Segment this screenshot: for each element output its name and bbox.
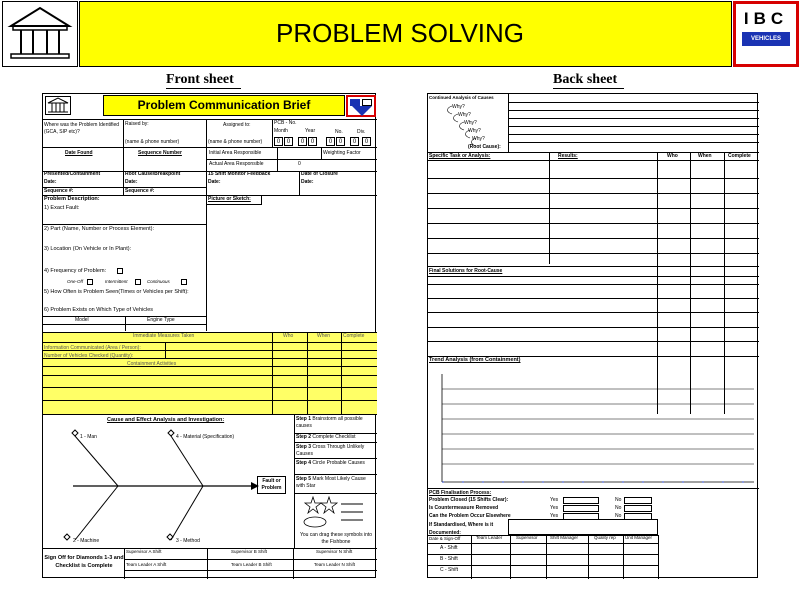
- root-cause-date-label: Date:: [125, 179, 138, 185]
- house-logo-icon: [2, 1, 78, 67]
- containment-sequence-label: Sequence #:: [44, 188, 74, 194]
- form-house-icon: [45, 96, 71, 115]
- info-communicated-label: Information Communicated (Area / Person):: [44, 345, 141, 351]
- vehicles-checked-label: Number of Vehicles Checked (Quantity):: [44, 353, 134, 359]
- shift-monitor-label: 15 Shift Monitor Feedback: [208, 171, 271, 177]
- fishbone-material-label: 4 - Material (Specification): [176, 434, 235, 440]
- pcb-year-label: Year: [305, 128, 316, 134]
- trend-chart: [428, 366, 759, 488]
- elsewhere-yes-label: Yes: [550, 513, 559, 519]
- countermeasure-no-checkbox[interactable]: [624, 505, 652, 512]
- why-1: Why?: [452, 104, 465, 110]
- why-3: Why?: [464, 120, 477, 126]
- picture-sketch-area[interactable]: [206, 195, 262, 205]
- fishbone-method-label: 3 - Method: [176, 538, 200, 544]
- actual-area-value: 0: [298, 161, 301, 167]
- frequency-label: 4) Frequency of Problem:: [44, 268, 107, 274]
- pcb-digit[interactable]: 0: [350, 137, 359, 146]
- shift-c-label: C - Shift: [440, 567, 459, 573]
- picture-sketch-label: Picture or Sketch:: [208, 196, 251, 202]
- material-diamond-icon: [168, 430, 174, 436]
- occur-elsewhere-label: Can the Problem Occur Elsewhere: [429, 513, 511, 519]
- one-off-label: One-Off: [67, 279, 84, 284]
- role-shift-manager: Shift Manager: [550, 535, 579, 540]
- role-unit-manager: Unit Manager: [625, 535, 653, 540]
- pcb-no-short-label: No.: [335, 129, 343, 135]
- task-complete-label: Complete: [728, 153, 751, 159]
- standardised-label: If Standardised, Where is it Documented:: [429, 522, 494, 536]
- initial-area-label: Initial Area Responsible: [209, 150, 262, 156]
- assigned-to-phone-label: (name & phone number): [208, 139, 263, 145]
- star-icon: [305, 497, 321, 513]
- drag-symbols-note: You can drag these symbols into the Fishbone: [299, 532, 373, 545]
- containment-activities-label: Containment Activities: [127, 361, 177, 367]
- front-title-underline: [166, 88, 241, 89]
- role-quality-rep: Quality rep: [594, 535, 616, 540]
- pcb-digit[interactable]: 0: [284, 137, 293, 146]
- model-label: Model: [75, 317, 89, 323]
- raised-by-phone-label: (name & phone number): [125, 139, 180, 145]
- why-4: Why?: [468, 128, 481, 134]
- step-5: Step 5 Mark Most Likely Cause with Star: [296, 476, 366, 489]
- how-often-label: 5) How Often is Problem Seen(Times or Vehicles per Shift):: [44, 289, 189, 295]
- man-diamond-icon: [72, 430, 78, 436]
- front-sheet: [42, 93, 376, 578]
- monitor-date-label: Date:: [208, 179, 221, 185]
- step-3: Step 3 Cross Through Unlikely Causes: [296, 444, 365, 457]
- star-icon: [321, 497, 337, 513]
- team-leader-b-label: Team Leader B Shift: [231, 562, 272, 567]
- fishbone-man-label: 1 - Man: [80, 434, 97, 440]
- elsewhere-no-label: No: [615, 513, 622, 519]
- shift-b-label: B - Shift: [440, 556, 458, 562]
- page-title: PROBLEM SOLVING: [275, 18, 525, 48]
- drag-symbols[interactable]: [295, 496, 377, 530]
- measures-who-label: Who: [283, 333, 294, 339]
- frequency-checkbox[interactable]: [117, 268, 123, 274]
- pcb-digit[interactable]: 0: [336, 137, 345, 146]
- machine-diamond-icon: [64, 534, 70, 540]
- one-off-checkbox[interactable]: [87, 279, 93, 285]
- step-1: Step 1 Brainstorm all possible causes: [296, 416, 363, 429]
- exact-fault-label: 1) Exact Fault:: [44, 205, 80, 211]
- pcb-div-label: Div.: [357, 129, 366, 135]
- root-cause-label: (Root Cause):: [468, 144, 501, 150]
- brand-logo: [733, 1, 799, 67]
- continuous-label: Continuous: [147, 279, 170, 284]
- measures-complete-label: Complete: [343, 333, 365, 339]
- problem-description-label: Problem Description:: [44, 196, 100, 202]
- team-leader-a-label: Team Leader A Shift: [126, 562, 167, 567]
- part-label: 2) Part (Name, Number or Process Element):: [44, 226, 155, 232]
- countermeasure-yes-label: Yes: [550, 505, 559, 511]
- role-team-leader: Team Leader: [476, 535, 503, 540]
- step-2: Step 2 Complete Checklist: [296, 434, 356, 440]
- why-5: Why?: [472, 136, 485, 142]
- where-identified-label: Where was the Problem Identified (GCA, SIP etc)?: [44, 122, 120, 135]
- weighting-factor-label: Weighting Factor: [323, 150, 361, 156]
- pcb-digit[interactable]: 0: [362, 137, 371, 146]
- closed-yes-checkbox[interactable]: [563, 497, 599, 504]
- countermeasure-label: Is Countermeasure Removed: [429, 505, 499, 511]
- immediate-measures-label: Immediate Measures Taken: [133, 333, 195, 339]
- back-sheet: [427, 93, 758, 578]
- date-found-label: Date Found: [65, 150, 93, 156]
- date-signoff-label: Date & Sign-Off: [429, 536, 461, 541]
- sign-off-label: Sign Off for Diamonds 1-3 and Checklist is Complete: [44, 555, 124, 570]
- task-who-label: Who: [667, 153, 678, 159]
- closed-label: Problem Closed (15 Shifts Clear):: [429, 497, 509, 503]
- pcb-digit[interactable]: 0: [326, 137, 335, 146]
- root-cause-sequence-label: Sequence #:: [125, 188, 155, 194]
- closure-date-label: Date:: [301, 179, 314, 185]
- form-brand-icon: [346, 95, 376, 117]
- pcb-digit[interactable]: 0: [298, 137, 307, 146]
- supervisor-n-label: Supervisor N Shift: [316, 549, 353, 554]
- brand-logo-text: IBC: [743, 9, 789, 28]
- closed-no-label: No: [615, 497, 622, 503]
- pcb-digit[interactable]: 0: [308, 137, 317, 146]
- fishbone-machine-label: 2 - Machine: [73, 538, 100, 544]
- assigned-to-label: Assigned to:: [223, 122, 251, 128]
- actual-area-label: Actual Area Responsible: [209, 161, 264, 167]
- fault-problem-label: Fault or Problem: [261, 478, 282, 491]
- task-when-label: When: [698, 153, 712, 159]
- trend-analysis-label: Trend Analysis (from Containment): [429, 357, 521, 363]
- cause-effect-title: Cause and Effect Analysis and Investigation:: [107, 417, 225, 423]
- intermittent-label: Intermittent: [105, 279, 128, 284]
- closed-yes-label: Yes: [550, 497, 559, 503]
- why-2: Why?: [458, 112, 471, 118]
- closed-no-checkbox[interactable]: [624, 497, 652, 504]
- presented-containment-label: Presented/Containment: [44, 171, 101, 177]
- standardised-field[interactable]: [508, 519, 658, 535]
- intermittent-checkbox[interactable]: [135, 279, 141, 285]
- finalisation-label: PCB Finalisation Process:: [429, 490, 492, 496]
- containment-date-label: Date:: [44, 179, 57, 185]
- back-sheet-title: Back sheet: [553, 72, 618, 87]
- results-label: Results:: [558, 153, 578, 159]
- front-sheet-title: Front sheet: [166, 72, 234, 87]
- vehicle-type-label: 6) Problem Exists on Which Type of Vehicles: [44, 307, 154, 313]
- raised-by-label: Raised by:: [125, 121, 149, 127]
- sequence-number-label: Sequence Number: [138, 150, 182, 156]
- continuous-checkbox[interactable]: [181, 279, 187, 285]
- pcb-no-label: PCB - No.: [274, 120, 297, 126]
- engine-type-label: Engine Type: [147, 317, 175, 323]
- measures-when-label: When: [317, 333, 331, 339]
- final-solutions-label: Final Solutions for Root-Cause: [429, 268, 503, 274]
- back-title-underline: [553, 88, 624, 89]
- date-of-closure-label: Date of Closure: [301, 171, 338, 177]
- location-label: 3) Location (On Vehicle or In Plant):: [44, 246, 132, 252]
- specific-task-label: Specific Task or Analysis:: [429, 153, 491, 159]
- pcb-month-label: Month: [274, 128, 288, 134]
- countermeasure-yes-checkbox[interactable]: [563, 505, 599, 512]
- root-cause-breakpoint-label: Root Cause/Breakpoint: [125, 171, 181, 177]
- countermeasure-no-label: No: [615, 505, 622, 511]
- continued-analysis-label: Continued Analysis of Causes: [429, 95, 494, 100]
- pcb-digit[interactable]: 0: [274, 137, 283, 146]
- circle-symbol-icon: [304, 517, 326, 527]
- form-title: Problem Communication Brief: [137, 98, 311, 112]
- supervisor-b-label: Supervisor B Shift: [231, 549, 268, 554]
- role-supervisor: Supervisor: [516, 535, 538, 540]
- supervisor-a-label: Supervisor A Shift: [126, 549, 162, 554]
- step-4: Step 4 Circle Probable Causes: [296, 460, 365, 466]
- team-leader-n-label: Team Leader N Shift: [314, 562, 356, 567]
- shift-a-label: A - Shift: [440, 545, 458, 551]
- brand-logo-sub: VEHICLES: [750, 36, 781, 42]
